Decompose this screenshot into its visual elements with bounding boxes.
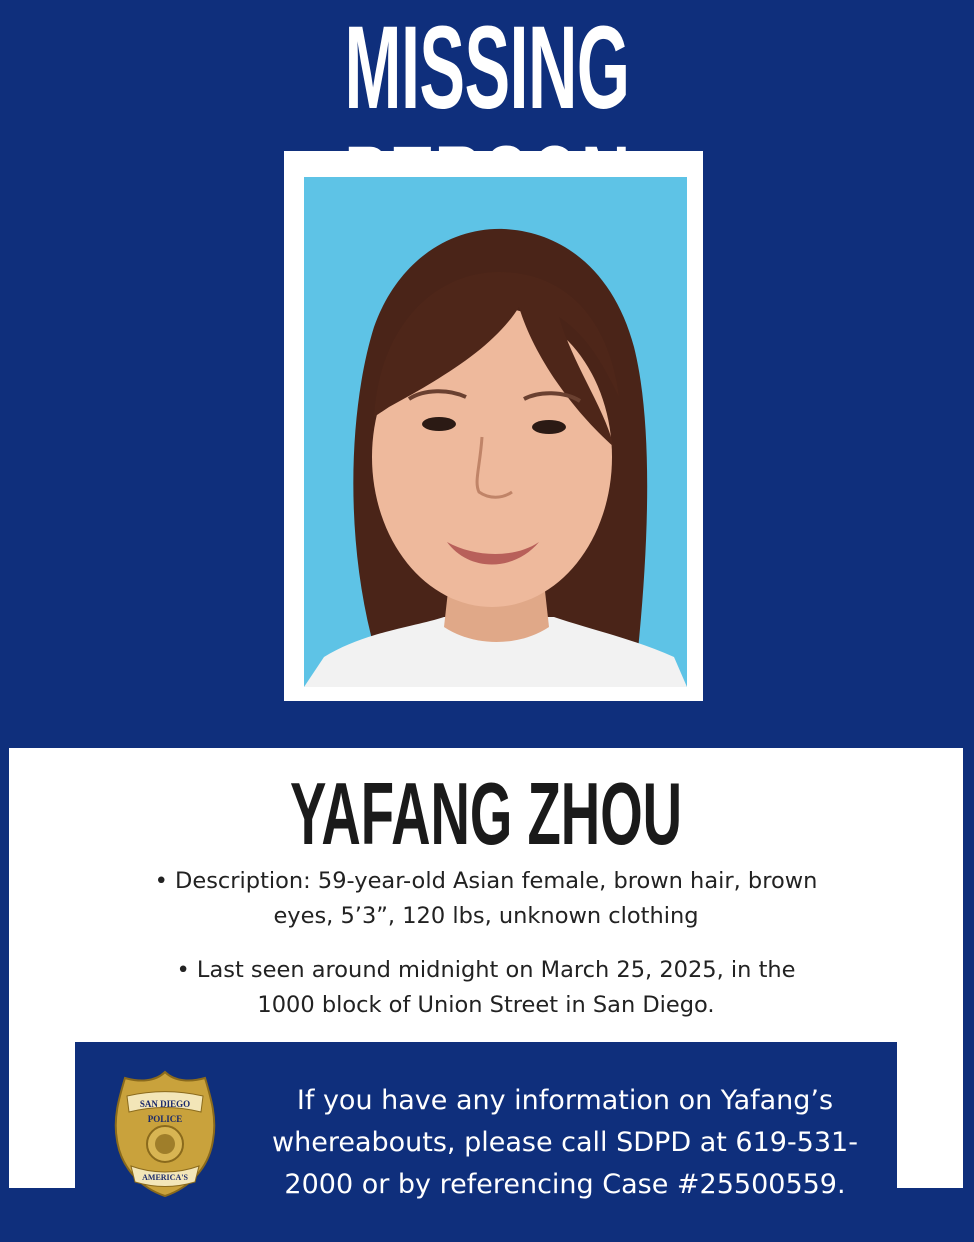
portrait-photo bbox=[304, 177, 687, 687]
last-seen-line: • Last seen around midnight on March 25, 2025, in the bbox=[176, 957, 796, 983]
police-badge-icon bbox=[113, 1068, 217, 1198]
description-line: eyes, 5’3”, 120 lbs, unknown clothing bbox=[273, 903, 699, 929]
last-seen-text bbox=[9, 953, 963, 1023]
badge-top-text: SAN DIEGO bbox=[139, 1099, 191, 1109]
description-line: • Description: 59-year-old Asian female, brown hair, brown bbox=[154, 868, 818, 894]
contact-line: If you have any information on Yafang’s bbox=[296, 1085, 834, 1116]
description-text bbox=[9, 864, 963, 934]
photo-frame bbox=[284, 151, 703, 701]
contact-box bbox=[75, 1042, 897, 1242]
contact-line: 2000 or by referencing Case #25500559. bbox=[284, 1169, 846, 1200]
last-seen-line: 1000 block of Union Street in San Diego. bbox=[257, 992, 715, 1018]
contact-text bbox=[245, 1080, 885, 1206]
badge-middle-text: POLICE bbox=[147, 1114, 183, 1124]
contact-line: whereabouts, please call SDPD at 619-531- bbox=[272, 1127, 858, 1158]
badge-bottom-text: AMERICA'S bbox=[142, 1173, 188, 1182]
person-name: YAFANG ZHOU bbox=[289, 764, 683, 863]
info-panel bbox=[9, 748, 963, 1200]
headline: MISSING bbox=[344, 2, 630, 134]
